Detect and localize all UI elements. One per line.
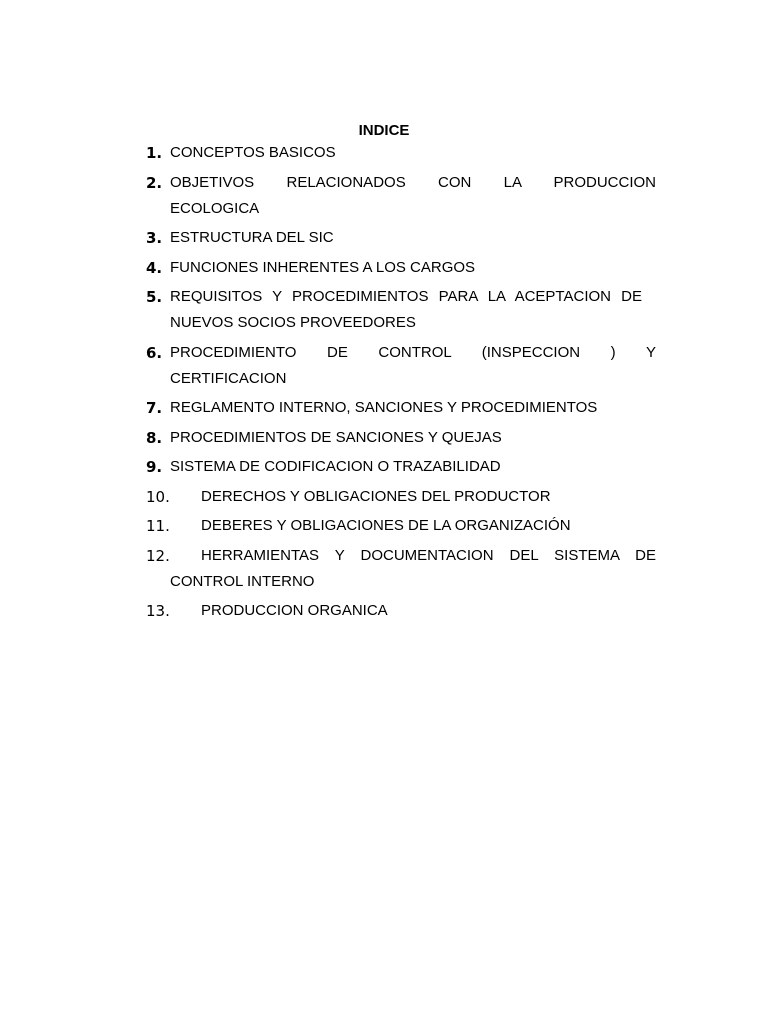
toc-text: REGLAMENTO INTERNO, SANCIONES Y PROCEDIMIENTOS [170, 399, 598, 416]
toc-text: SISTEMA DE CODIFICACION O TRAZABILIDAD [170, 458, 501, 475]
toc-text-continued: CERTIFICACION [170, 369, 287, 387]
toc-entry-2 [146, 170, 656, 222]
toc-text: REQUISITOS Y PROCEDIMIENTOS PARA LA ACEPTACION DE [170, 288, 642, 305]
toc-text-continued: ECOLOGICA [170, 199, 260, 217]
toc-text: FUNCIONES INHERENTES A LOS CARGOS [170, 258, 476, 276]
index-title: INDICE [358, 122, 410, 139]
toc-entry-10 [146, 484, 656, 510]
toc-number: 2. [146, 173, 163, 192]
toc-entry-4 [146, 255, 656, 281]
toc-text: DEBERES Y OBLIGACIONES DE LA ORGANIZACIÓN [201, 517, 571, 534]
toc-text: DERECHOS Y OBLIGACIONES DEL PRODUCTOR [201, 487, 551, 505]
toc-entry-5 [146, 284, 656, 336]
toc-text: PRODUCCION ORGANICA [201, 602, 388, 619]
toc-entry-6 [146, 340, 656, 392]
toc-number: 5. [146, 288, 163, 306]
toc-number: 11. [146, 517, 170, 535]
toc-text: CONCEPTOS BASICOS [170, 144, 336, 161]
toc-entry-11 [146, 513, 656, 539]
toc-number: 12. [146, 546, 170, 565]
toc-text: HERRAMIENTAS Y DOCUMENTACION DEL SISTEMA DE [201, 546, 656, 564]
toc-number: 3. [146, 229, 163, 247]
toc-text: PROCEDIMIENTOS DE SANCIONES Y QUEJAS [170, 428, 502, 446]
toc-number: 6. [146, 343, 163, 362]
table-of-contents [146, 140, 656, 628]
toc-text-continued: CONTROL INTERNO [170, 572, 315, 590]
toc-entry-1 [146, 140, 656, 166]
toc-text: ESTRUCTURA DEL SIC [170, 229, 334, 246]
toc-entry-3 [146, 225, 656, 251]
toc-text-continued: NUEVOS SOCIOS PROVEEDORES [170, 314, 416, 331]
toc-number: 4. [146, 258, 163, 277]
toc-entry-9 [146, 454, 656, 480]
toc-number: 13. [146, 602, 170, 620]
toc-number: 7. [146, 399, 163, 417]
toc-number: 10. [146, 487, 170, 506]
toc-entry-12 [146, 543, 656, 595]
toc-entry-8 [146, 425, 656, 451]
toc-entry-7 [146, 395, 656, 421]
toc-text: OBJETIVOS RELACIONADOS CON LA PRODUCCION [170, 173, 656, 191]
toc-text: PROCEDIMIENTO DE CONTROL (INSPECCION ) Y [170, 343, 656, 361]
toc-number: 1. [146, 144, 163, 162]
toc-number: 9. [146, 458, 163, 476]
toc-number: 8. [146, 428, 163, 447]
toc-entry-13 [146, 598, 656, 624]
